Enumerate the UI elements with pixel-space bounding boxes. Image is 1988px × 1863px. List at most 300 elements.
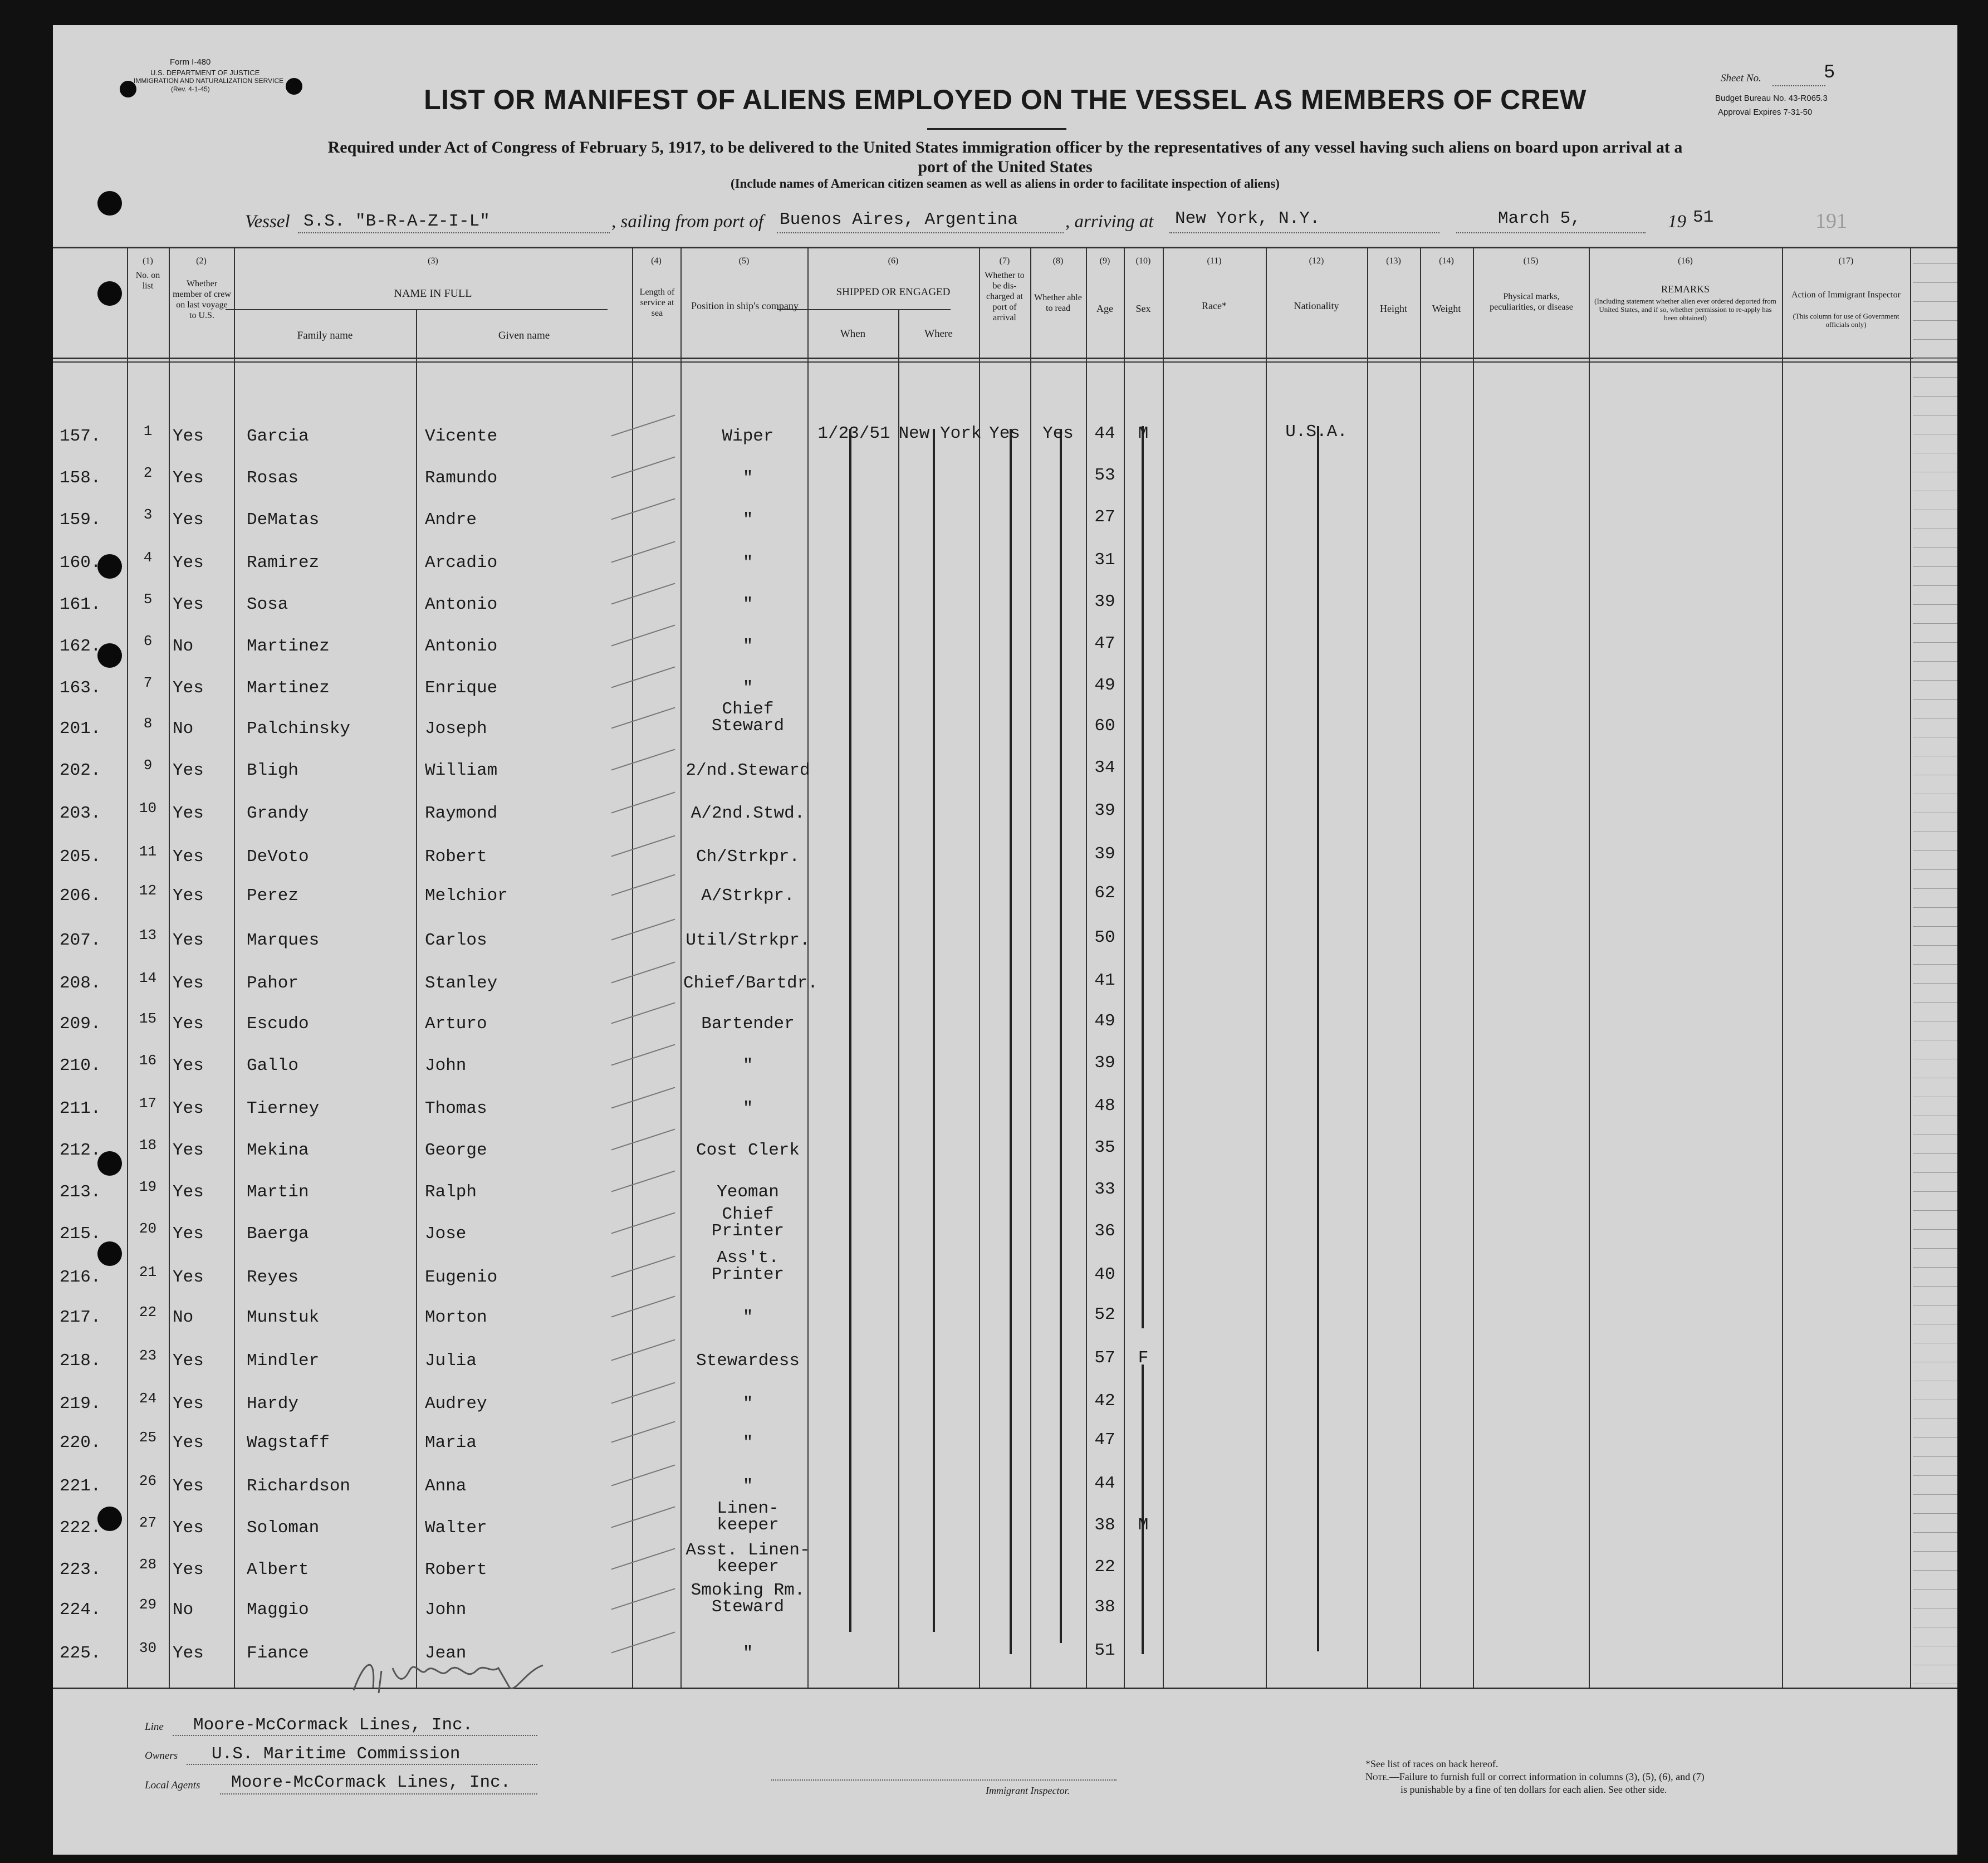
sailing-label: , sailing from port of bbox=[611, 212, 763, 232]
port-to-line bbox=[1169, 232, 1439, 233]
row-age: 47 bbox=[1094, 634, 1115, 653]
row-position: " bbox=[742, 595, 753, 614]
service-check-mark bbox=[611, 498, 675, 520]
row-crew-member: No bbox=[173, 719, 194, 739]
row-list-number: 8 bbox=[143, 715, 153, 732]
row-margin-number: 201. bbox=[60, 719, 101, 739]
row-family-name: Rosas bbox=[247, 468, 299, 488]
row-shipped-where: New York bbox=[898, 424, 982, 443]
row-age: 50 bbox=[1094, 928, 1115, 947]
row-crew-member: Yes bbox=[173, 1351, 204, 1371]
fine-note-2: is punishable by a fine of ten dollars for each alien. See other side. bbox=[1401, 1784, 1667, 1795]
col-header-race: Race* bbox=[1202, 300, 1227, 311]
row-crew-member: Yes bbox=[173, 931, 204, 950]
row-crew-member: Yes bbox=[173, 678, 204, 698]
row-family-name: Munstuk bbox=[247, 1308, 320, 1327]
col-num: (3) bbox=[428, 256, 438, 266]
row-list-number: 9 bbox=[143, 757, 153, 774]
row-list-number: 11 bbox=[139, 843, 157, 860]
punch-hole bbox=[97, 1241, 122, 1266]
col-rule bbox=[1030, 247, 1031, 1689]
ditto-stroke-read bbox=[1060, 429, 1062, 1643]
row-given-name: Stanley bbox=[425, 974, 498, 993]
row-family-name: Sosa bbox=[247, 595, 288, 614]
arriving-label: , arriving at bbox=[1065, 212, 1154, 232]
row-age: 62 bbox=[1094, 883, 1115, 903]
row-list-number: 27 bbox=[139, 1514, 157, 1531]
col-header-read: Whether able to read bbox=[1034, 293, 1082, 313]
row-list-number: 21 bbox=[139, 1264, 157, 1280]
arrival-date: March 5, bbox=[1498, 209, 1581, 228]
row-shipped-when: 1/23/51 bbox=[817, 424, 890, 443]
row-given-name: Maria bbox=[425, 1433, 477, 1453]
col-num: (14) bbox=[1439, 256, 1454, 266]
col-num: (9) bbox=[1099, 256, 1110, 266]
row-margin-number: 219. bbox=[60, 1394, 101, 1414]
inspector-label: Immigrant Inspector. bbox=[986, 1785, 1070, 1796]
row-list-number: 30 bbox=[139, 1640, 157, 1656]
row-sex: F bbox=[1138, 1348, 1149, 1368]
col-rule bbox=[979, 247, 980, 1689]
row-position: 2/nd.Steward bbox=[685, 761, 810, 780]
year-prefix: 19 bbox=[1668, 212, 1686, 232]
col-header-family: Family name bbox=[297, 330, 353, 341]
row-crew-member: Yes bbox=[173, 510, 204, 530]
year-suffix: 51 bbox=[1693, 208, 1714, 227]
punch-hole bbox=[97, 281, 122, 306]
col-rule bbox=[1163, 247, 1164, 1689]
ruled-line bbox=[1913, 907, 1957, 908]
faded-stamp: 191 bbox=[1815, 209, 1847, 233]
col-rule bbox=[1473, 247, 1474, 1689]
row-family-name: Bligh bbox=[247, 761, 299, 780]
row-position: Cost Clerk bbox=[696, 1141, 800, 1160]
row-family-name: Wagstaff bbox=[247, 1433, 330, 1453]
row-position-line1: Chief bbox=[722, 1205, 774, 1224]
service-check-mark bbox=[611, 1339, 675, 1361]
row-family-name: Albert bbox=[247, 1560, 309, 1580]
row-given-name: Walter bbox=[425, 1518, 487, 1538]
service-check-mark bbox=[611, 541, 675, 563]
row-age: 22 bbox=[1094, 1557, 1115, 1577]
service-check-mark bbox=[611, 1588, 675, 1610]
service-check-mark bbox=[611, 707, 675, 729]
ruled-line bbox=[1913, 339, 1957, 340]
row-given-name: William bbox=[425, 761, 498, 780]
col-header-where: Where bbox=[924, 328, 953, 340]
service-check-mark bbox=[611, 1256, 675, 1278]
row-position-line1: Asst. Linen- bbox=[685, 1541, 810, 1560]
row-crew-member: Yes bbox=[173, 847, 204, 867]
col-num: (11) bbox=[1207, 256, 1222, 266]
service-check-mark bbox=[611, 874, 675, 896]
row-margin-number: 162. bbox=[60, 637, 101, 656]
ruled-line bbox=[1913, 301, 1957, 302]
row-list-number: 2 bbox=[143, 464, 153, 481]
row-given-name: Joseph bbox=[425, 719, 487, 739]
col-num: (5) bbox=[738, 256, 750, 266]
ruled-line bbox=[1913, 585, 1957, 586]
row-list-number: 17 bbox=[139, 1095, 157, 1112]
fine-note bbox=[1365, 1771, 1705, 1783]
row-position: " bbox=[742, 1099, 753, 1118]
row-family-name: DeMatas bbox=[247, 510, 320, 530]
row-crew-member: Yes bbox=[173, 1433, 204, 1453]
row-crew-member: Yes bbox=[173, 1224, 204, 1244]
row-crew-member: Yes bbox=[173, 1141, 204, 1160]
row-list-number: 23 bbox=[139, 1347, 157, 1364]
row-given-name: Anna bbox=[425, 1476, 467, 1496]
col-rule bbox=[1782, 247, 1783, 1689]
row-family-name: Garcia bbox=[247, 427, 309, 446]
ruled-line bbox=[1913, 320, 1957, 321]
row-list-number: 12 bbox=[139, 882, 157, 899]
row-list-number: 18 bbox=[139, 1137, 157, 1153]
row-sex: M bbox=[1138, 1515, 1149, 1535]
ruled-line bbox=[1913, 1532, 1957, 1533]
row-given-name: Jose bbox=[425, 1224, 467, 1244]
row-given-name: Audrey bbox=[425, 1394, 487, 1414]
row-crew-member: Yes bbox=[173, 761, 204, 780]
row-family-name: Grandy bbox=[247, 804, 309, 823]
row-crew-member: Yes bbox=[173, 1476, 204, 1496]
subtitle-line1: Required under Act of Congress of February 5, 1917, to be delivered to the United States immigration officer by the representatives of any vessel having such aliens on board upon arrival at a bbox=[327, 138, 1683, 157]
row-crew-member: No bbox=[173, 1600, 194, 1620]
shipped-subheader-rule bbox=[777, 309, 951, 310]
vessel-label: Vessel bbox=[245, 212, 290, 232]
ruled-line bbox=[1913, 1513, 1957, 1514]
ruled-line bbox=[1913, 661, 1957, 662]
row-list-number: 4 bbox=[143, 549, 153, 566]
row-age: 47 bbox=[1094, 1430, 1115, 1450]
ditto-stroke-where bbox=[933, 429, 935, 1632]
row-list-number: 1 bbox=[143, 423, 153, 439]
col-header-age: Age bbox=[1096, 303, 1113, 314]
row-crew-member: Yes bbox=[173, 1014, 204, 1034]
col-rule bbox=[1124, 247, 1125, 1689]
agents-value: Moore-McCormack Lines, Inc. bbox=[231, 1773, 511, 1792]
row-age: 38 bbox=[1094, 1597, 1115, 1617]
row-given-name: Antonio bbox=[425, 637, 498, 656]
row-margin-number: 203. bbox=[60, 804, 101, 823]
line-value: Moore-McCormack Lines, Inc. bbox=[193, 1715, 473, 1735]
ditto-stroke-nationality bbox=[1317, 426, 1319, 1651]
ruled-line bbox=[1913, 945, 1957, 946]
row-position: " bbox=[742, 1476, 753, 1496]
row-position-line2: Printer bbox=[711, 1221, 785, 1241]
ruled-line bbox=[1913, 1456, 1957, 1457]
col-header-discharged: Whether to be dis-charged at port of arrival bbox=[985, 271, 1025, 322]
note-text: —Failure to furnish full or correct information in columns (3), (5), (6), and (7) bbox=[1389, 1771, 1705, 1782]
form-number: Form I-480 bbox=[170, 57, 211, 67]
row-given-name: Raymond bbox=[425, 804, 498, 823]
row-given-name: Robert bbox=[425, 847, 487, 867]
row-list-number: 7 bbox=[143, 674, 153, 691]
row-position-line2: Steward bbox=[711, 716, 785, 736]
row-crew-member: Yes bbox=[173, 1394, 204, 1414]
agents-label: Local Agents bbox=[145, 1779, 200, 1791]
row-margin-number: 217. bbox=[60, 1308, 101, 1327]
row-given-name: Andre bbox=[425, 510, 477, 530]
row-position: Bartender bbox=[701, 1014, 795, 1034]
col-rule bbox=[807, 247, 809, 1689]
row-crew-member: Yes bbox=[173, 427, 204, 446]
service-check-mark bbox=[611, 1003, 675, 1024]
row-list-number: 29 bbox=[139, 1596, 157, 1613]
ruled-line bbox=[1913, 1286, 1957, 1287]
row-margin-number: 222. bbox=[60, 1518, 101, 1538]
form-department: U.S. DEPARTMENT OF JUSTICE bbox=[150, 69, 260, 77]
approval-expires: Approval Expires 7-31-50 bbox=[1718, 107, 1813, 117]
row-margin-number: 211. bbox=[60, 1099, 101, 1118]
row-age: 35 bbox=[1094, 1138, 1115, 1157]
row-age: 53 bbox=[1094, 466, 1115, 485]
row-margin-number: 221. bbox=[60, 1476, 101, 1496]
col-num: (1) bbox=[143, 256, 153, 266]
row-family-name: Martinez bbox=[247, 678, 330, 698]
row-given-name: Antonio bbox=[425, 595, 498, 614]
row-age: 39 bbox=[1094, 1053, 1115, 1073]
owners-rule bbox=[187, 1764, 537, 1765]
row-age: 40 bbox=[1094, 1265, 1115, 1284]
row-family-name: Gallo bbox=[247, 1056, 299, 1075]
row-margin-number: 213. bbox=[60, 1182, 101, 1202]
row-family-name: Maggio bbox=[247, 1600, 309, 1620]
row-family-name: Marques bbox=[247, 931, 320, 950]
col-header-service: Length of service at sea bbox=[639, 287, 675, 318]
row-age: 44 bbox=[1094, 424, 1115, 443]
row-given-name: Eugenio bbox=[425, 1268, 498, 1287]
vessel-name: S.S. "B-R-A-Z-I-L" bbox=[303, 212, 490, 231]
service-check-mark bbox=[611, 415, 675, 437]
service-check-mark bbox=[611, 792, 675, 814]
ditto-stroke-sex bbox=[1142, 426, 1144, 1328]
ruled-line bbox=[1913, 1437, 1957, 1438]
inspector-rule bbox=[771, 1779, 1117, 1781]
row-family-name: Fiance bbox=[247, 1644, 309, 1663]
ruled-line bbox=[1913, 623, 1957, 624]
budget-bureau: Budget Bureau No. 43-R065.3 bbox=[1715, 94, 1828, 103]
row-family-name: Hardy bbox=[247, 1394, 299, 1414]
ruled-line bbox=[1913, 1475, 1957, 1476]
row-margin-number: 220. bbox=[60, 1433, 101, 1453]
row-age: 51 bbox=[1094, 1641, 1115, 1660]
owners-value: U.S. Maritime Commission bbox=[212, 1744, 461, 1764]
row-given-name: Julia bbox=[425, 1351, 477, 1371]
service-check-mark bbox=[611, 749, 675, 771]
service-check-mark bbox=[611, 1548, 675, 1570]
port-from-line bbox=[777, 232, 1064, 233]
row-given-name: Jean bbox=[425, 1644, 467, 1663]
port-from: Buenos Aires, Argentina bbox=[780, 210, 1018, 229]
row-crew-member: Yes bbox=[173, 1099, 204, 1118]
row-crew-member: Yes bbox=[173, 1056, 204, 1075]
col-rule bbox=[1420, 247, 1421, 1689]
row-age: 57 bbox=[1094, 1348, 1115, 1368]
row-position: Ch/Strkpr. bbox=[696, 847, 800, 867]
row-list-number: 3 bbox=[143, 506, 153, 523]
row-margin-number: 157. bbox=[60, 427, 101, 446]
header-bottom-rule bbox=[53, 358, 1957, 359]
row-age: 49 bbox=[1094, 676, 1115, 695]
row-position-line2: keeper bbox=[717, 1515, 779, 1535]
row-position: A/2nd.Stwd. bbox=[691, 804, 805, 823]
row-age: 39 bbox=[1094, 801, 1115, 820]
form-service: IMMIGRATION AND NATURALIZATION SERVICE bbox=[134, 77, 284, 85]
ruled-line bbox=[1913, 926, 1957, 927]
row-position-line2: keeper bbox=[717, 1557, 779, 1577]
col-header-action: Action of Immigrant Inspector bbox=[1791, 290, 1901, 300]
row-family-name: Martin bbox=[247, 1182, 309, 1202]
service-check-mark bbox=[611, 457, 675, 478]
row-crew-member: No bbox=[173, 1308, 194, 1327]
row-crew-member: Yes bbox=[173, 468, 204, 488]
ruled-line bbox=[1913, 358, 1957, 359]
service-check-mark bbox=[611, 1087, 675, 1109]
col-header-when: When bbox=[840, 328, 866, 340]
row-age: 38 bbox=[1094, 1515, 1115, 1535]
row-family-name: Baerga bbox=[247, 1224, 309, 1244]
row-position: " bbox=[742, 553, 753, 573]
ruled-line bbox=[1913, 1172, 1957, 1173]
col-rule bbox=[169, 247, 170, 1689]
row-margin-number: 225. bbox=[60, 1644, 101, 1663]
sheet-label: Sheet No. bbox=[1721, 72, 1761, 84]
ruled-line bbox=[1913, 396, 1957, 397]
table-bottom-rule bbox=[53, 1688, 1957, 1689]
row-margin-number: 223. bbox=[60, 1560, 101, 1580]
row-list-number: 24 bbox=[139, 1390, 157, 1407]
row-age: 41 bbox=[1094, 971, 1115, 990]
row-age: 42 bbox=[1094, 1391, 1115, 1411]
col-header-shipped: SHIPPED OR ENGAGED bbox=[836, 286, 951, 298]
line-label: Line bbox=[145, 1721, 164, 1733]
ruled-line bbox=[1913, 1248, 1957, 1249]
ruled-line bbox=[1913, 699, 1957, 700]
page-title: LIST OR MANIFEST OF ALIENS EMPLOYED ON THE VESSEL AS MEMBERS OF CREW bbox=[424, 84, 1587, 115]
row-margin-number: 163. bbox=[60, 678, 101, 698]
row-age: 33 bbox=[1094, 1180, 1115, 1199]
row-age: 49 bbox=[1094, 1011, 1115, 1031]
col-num: (15) bbox=[1523, 256, 1539, 266]
note-label: Note. bbox=[1365, 1771, 1389, 1782]
punch-hole bbox=[97, 191, 122, 216]
row-margin-number: 158. bbox=[60, 468, 101, 488]
row-list-number: 28 bbox=[139, 1556, 157, 1573]
row-given-name: Enrique bbox=[425, 678, 498, 698]
ruled-line bbox=[1913, 263, 1957, 264]
row-given-name: Carlos bbox=[425, 931, 487, 950]
row-age: 60 bbox=[1094, 716, 1115, 736]
row-position: Util/Strkpr. bbox=[685, 931, 810, 950]
table-top-rule bbox=[53, 247, 1957, 248]
col-num: (6) bbox=[888, 256, 899, 266]
row-position: " bbox=[742, 678, 753, 698]
ditto-stroke-sex-2 bbox=[1142, 1365, 1144, 1654]
row-position: Chief/Bartdr. bbox=[683, 974, 818, 993]
subtitle-line2: port of the United States bbox=[918, 158, 1093, 176]
row-age: 39 bbox=[1094, 592, 1115, 612]
row-family-name: Perez bbox=[247, 886, 299, 906]
ruled-line bbox=[1913, 964, 1957, 965]
row-margin-number: 224. bbox=[60, 1600, 101, 1620]
row-given-name: George bbox=[425, 1141, 487, 1160]
col-header-given: Given name bbox=[498, 330, 550, 341]
col-rule bbox=[1910, 247, 1911, 1689]
row-position: " bbox=[742, 1394, 753, 1414]
ruled-line bbox=[1913, 1229, 1957, 1230]
col-header-weight: Weight bbox=[1432, 303, 1461, 314]
col-rule bbox=[680, 247, 682, 1689]
ruled-line bbox=[1913, 1494, 1957, 1495]
row-margin-number: 207. bbox=[60, 931, 101, 950]
row-family-name: Palchinsky bbox=[247, 719, 351, 739]
row-family-name: Martinez bbox=[247, 637, 330, 656]
col-header-nationality: Nationality bbox=[1294, 300, 1339, 311]
row-given-name: Morton bbox=[425, 1308, 487, 1327]
vessel-line bbox=[298, 232, 610, 233]
row-family-name: Escudo bbox=[247, 1014, 309, 1034]
row-margin-number: 212. bbox=[60, 1141, 101, 1160]
ruled-line bbox=[1913, 547, 1957, 548]
races-note: *See list of races on back hereof. bbox=[1365, 1758, 1499, 1769]
service-check-mark bbox=[611, 1129, 675, 1151]
col-rule bbox=[234, 247, 235, 1689]
col-header-remarks: REMARKS bbox=[1661, 283, 1710, 295]
row-given-name: Robert bbox=[425, 1560, 487, 1580]
row-given-name: Arturo bbox=[425, 1014, 487, 1034]
row-crew-member: Yes bbox=[173, 974, 204, 993]
row-crew-member: No bbox=[173, 637, 194, 656]
row-age: 44 bbox=[1094, 1474, 1115, 1493]
service-check-mark bbox=[611, 962, 675, 984]
row-family-name: Mindler bbox=[247, 1351, 320, 1371]
title-rule bbox=[927, 128, 1066, 130]
ruled-line bbox=[1913, 850, 1957, 851]
ditto-stroke-discharged bbox=[1010, 429, 1012, 1654]
row-margin-number: 209. bbox=[60, 1014, 101, 1034]
sheet-number: 5 bbox=[1824, 62, 1835, 84]
row-family-name: Ramirez bbox=[247, 553, 320, 573]
row-position: " bbox=[742, 1644, 753, 1663]
row-given-name: Thomas bbox=[425, 1099, 487, 1118]
ruled-strip bbox=[1913, 247, 1957, 1689]
ruled-line bbox=[1913, 1267, 1957, 1268]
row-given-name: Arcadio bbox=[425, 553, 498, 573]
row-position-line1: Linen- bbox=[717, 1499, 779, 1518]
col-rule bbox=[898, 309, 899, 1689]
row-age: 36 bbox=[1094, 1221, 1115, 1241]
ditto-stroke-when bbox=[849, 429, 851, 1632]
agents-rule bbox=[220, 1793, 537, 1794]
col-rule bbox=[1266, 247, 1267, 1689]
row-position: " bbox=[742, 510, 753, 530]
row-margin-number: 160. bbox=[60, 553, 101, 573]
row-given-name: Vicente bbox=[425, 427, 498, 446]
row-family-name: Tierney bbox=[247, 1099, 320, 1118]
row-family-name: DeVoto bbox=[247, 847, 309, 867]
ruled-line bbox=[1913, 604, 1957, 605]
header-bottom-rule-2 bbox=[53, 361, 1957, 363]
row-margin-number: 161. bbox=[60, 595, 101, 614]
row-position: " bbox=[742, 637, 753, 656]
ruled-line bbox=[1913, 1210, 1957, 1211]
row-position: Yeoman bbox=[717, 1182, 779, 1202]
ruled-line bbox=[1913, 1153, 1957, 1154]
row-position: " bbox=[742, 1308, 753, 1327]
row-crew-member: Yes bbox=[173, 553, 204, 573]
row-family-name: Pahor bbox=[247, 974, 299, 993]
